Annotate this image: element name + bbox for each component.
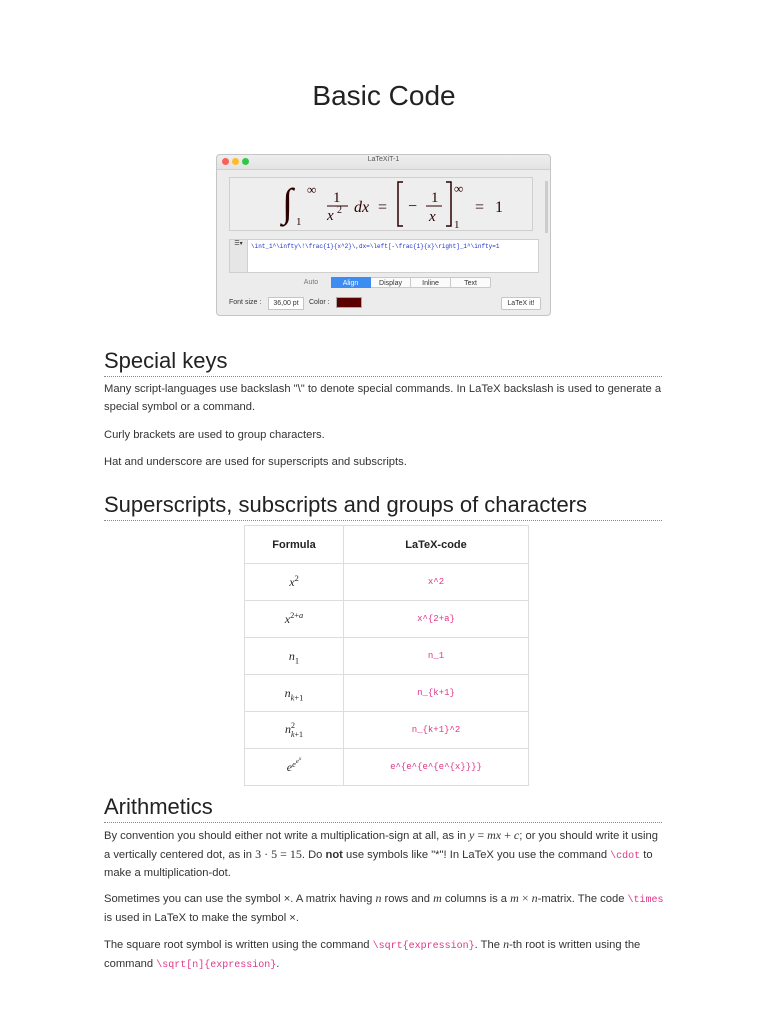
formula-render — [230, 178, 532, 230]
superscripts-table — [244, 525, 529, 786]
text-span: use symbols like "*"! In LaTeX you use the command — [342, 848, 611, 861]
special-keys-p3: Hat and underscore are used for superscripts and subscripts. — [104, 456, 407, 468]
arithmetics-p2: Sometimes you can use the symbol ×. A matrix having n rows and m columns is a m × n-matrix. The code \times is used in LaTeX to make the symbol ×. — [104, 891, 664, 924]
special-keys-p1: Many script-languages use backslash "\" to denote special commands. In LaTeX backslash is used to generate a special symbol or a command. — [104, 383, 662, 413]
code-times: \times — [627, 895, 664, 906]
special-keys-p2: Curly brackets are used to group characters. — [104, 429, 325, 441]
text-span: -matrix. The code — [537, 893, 628, 905]
text-span: . Do — [301, 848, 326, 861]
formula-cell: $n_{k+1}$ — [245, 675, 344, 712]
text-span: . The — [474, 939, 504, 951]
table-row — [245, 712, 529, 749]
latex-source-editor[interactable] — [229, 239, 539, 273]
math-dot-example: 3 · 5 = 15 — [255, 846, 302, 861]
not-bold: not — [325, 848, 343, 861]
svg-text:∞: ∞ — [454, 181, 464, 196]
svg-text:x: x — [327, 208, 334, 224]
code-nth-root: \sqrt[n]{expression} — [156, 959, 277, 971]
table-row — [245, 675, 529, 712]
col-formula: Formula — [245, 526, 344, 564]
mode-align[interactable]: Align — [331, 277, 371, 288]
arithmetics-p1: By convention you should either not write a multiplication-sign at all, as in y = mx + c; or you should write it using a vertically centered dot, as in 3 · 5 = 15. Do not use symbols like "*"! In LaTeX you use the command \cdot to make a multiplication-dot. — [104, 828, 658, 879]
code-cell: x^2 — [344, 564, 529, 601]
latexit-button[interactable]: LaTeX it! — [501, 297, 541, 310]
col-latex-code: LaTeX-code — [344, 526, 529, 564]
svg-text:=: = — [475, 199, 485, 216]
text-span: The square root symbol is written using the command — [104, 939, 373, 951]
heading-special-keys: Special keys — [104, 348, 662, 377]
table-row — [245, 601, 529, 638]
window-title: LaTeXiT-1 — [367, 156, 400, 163]
font-size-label: Font size : — [229, 299, 262, 306]
mode-display[interactable]: Display — [371, 277, 411, 288]
code-cdot: \cdot — [610, 850, 641, 862]
arithmetics-p3: The square root symbol is written using the command \sqrt{expression}. The n-th root is written using the command \sqrt[n]{expression}. — [104, 937, 641, 971]
font-size-field[interactable]: 36,00 pt — [268, 297, 304, 310]
svg-text:1: 1 — [495, 199, 503, 216]
math-ymxc: y — [469, 828, 475, 842]
svg-text:1: 1 — [296, 216, 302, 228]
formula-preview — [229, 177, 533, 231]
text-span: -th root is written using the command — [104, 939, 641, 970]
preview-scrollbar[interactable] — [545, 181, 548, 233]
svg-text:2: 2 — [337, 205, 342, 216]
text-span: . — [276, 957, 280, 970]
code-sqrt: \sqrt{expression} — [372, 941, 475, 952]
formula-cell: $x^{2+a}$ — [245, 601, 344, 638]
formula-cell: $x^2$ — [245, 564, 344, 601]
svg-text:1: 1 — [454, 219, 460, 230]
svg-text:−: − — [408, 198, 418, 215]
formula-cell: $e^{e^{e^x}}$ — [245, 749, 344, 786]
text-span: to make a multiplication-dot. — [104, 848, 653, 879]
svg-text:=: = — [378, 199, 388, 216]
window-titlebar — [217, 155, 550, 170]
mode-selector — [291, 277, 491, 288]
svg-text:1: 1 — [333, 190, 341, 206]
text-span: columns is a — [441, 893, 511, 905]
text-span: is used in LaTeX to make the symbol ×. — [104, 911, 299, 924]
svg-text:1: 1 — [431, 190, 439, 206]
page-title: Basic Code — [312, 80, 456, 111]
svg-text:∞: ∞ — [307, 182, 317, 197]
text-span: ; or you should write it using a vertically centered dot, as in — [104, 830, 658, 861]
text-span: rows and — [381, 893, 434, 905]
latexit-window — [216, 154, 551, 316]
code-cell: n_{k+1} — [344, 675, 529, 712]
text-span: By convention you should either not write a multiplication-sign at all, as in — [104, 830, 470, 842]
color-label: Color : — [309, 299, 330, 306]
table-row — [245, 564, 529, 601]
code-cell: n_{k+1}^2 — [344, 712, 529, 749]
formula-cell: $n_1$ — [245, 638, 344, 675]
heading-arithmetics: Arithmetics — [104, 794, 662, 823]
formula-cell: n2 k+1 — [245, 712, 344, 749]
mode-text[interactable]: Text — [451, 277, 491, 288]
svg-text:dx: dx — [354, 199, 370, 216]
menu-icon[interactable]: ☰▾ — [230, 240, 248, 272]
mode-inline[interactable]: Inline — [411, 277, 451, 288]
code-cell: x^{2+a} — [344, 601, 529, 638]
color-swatch[interactable] — [336, 297, 362, 308]
code-cell: e^{e^{e^{e^{x}}}} — [344, 749, 529, 786]
code-cell: n_1 — [344, 638, 529, 675]
heading-superscripts: Superscripts, subscripts and groups of characters — [104, 492, 662, 521]
latex-source-text: \int_1^\infty\!\frac{1}{x^2}\,dx=\left[-\frac{1}{x}\right]_1^\infty=1 — [251, 243, 500, 250]
text-span: Sometimes you can use the symbol ×. A matrix having — [104, 893, 376, 905]
table-row — [245, 638, 529, 675]
table-row — [245, 749, 529, 786]
table-header-row — [245, 526, 529, 564]
svg-text:∫: ∫ — [282, 180, 293, 225]
svg-text:x: x — [429, 209, 436, 225]
mode-auto[interactable]: Auto — [303, 279, 319, 286]
